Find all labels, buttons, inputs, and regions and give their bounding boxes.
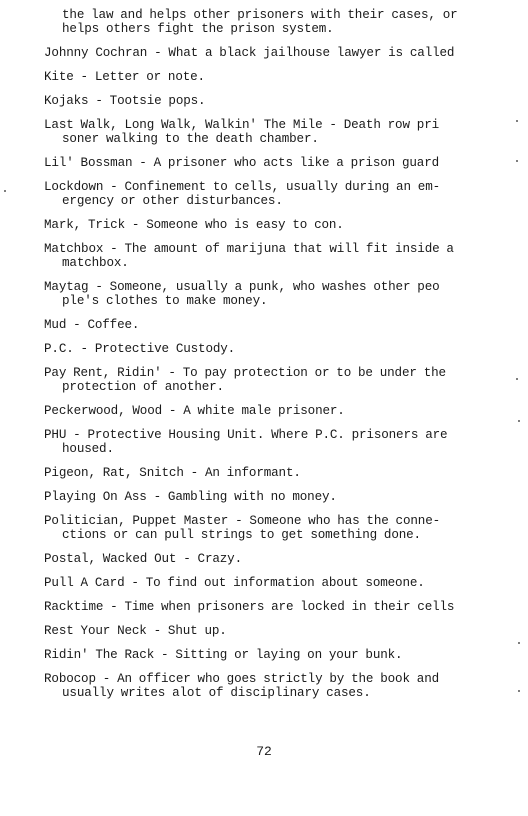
glossary-entry: Maytag - Someone, usually a punk, who washes other peo ple's clothes to make money. [44,280,440,308]
glossary-entry: Johnny Cochran - What a black jailhouse lawyer is called [44,46,455,60]
glossary-entry: Rest Your Neck - Shut up. [44,624,227,638]
glossary-entry: Pay Rent, Ridin' - To pay protection or to be under the protection of another. [44,366,446,394]
glossary-list [44,8,476,710]
glossary-entry: the law and helps other prisoners with their cases, or helps others fight the prison system. [62,8,458,36]
glossary-entry: Racktime - Time when prisoners are locked in their cells [44,600,455,614]
glossary-entry: Robocop - An officer who goes strictly by the book and usually writes alot of disciplinary cases. [44,672,440,700]
scan-speck [518,420,520,422]
scan-speck [516,378,518,380]
glossary-entry: Lockdown - Confinement to cells, usually during an em- ergency or other disturbances. [44,180,441,208]
glossary-entry: Postal, Wacked Out - Crazy. [44,552,243,566]
glossary-entry: PHU - Protective Housing Unit. Where P.C. prisoners are housed. [44,428,448,456]
glossary-entry: Mud - Coffee. [44,318,140,332]
glossary-entry: Playing On Ass - Gambling with no money. [44,490,337,504]
glossary-entry: Lil' Bossman - A prisoner who acts like a prison guard [44,156,440,170]
glossary-entry: P.C. - Protective Custody. [44,342,236,356]
glossary-entry: Kojaks - Tootsie pops. [44,94,206,108]
glossary-entry: Pull A Card - To find out information about someone. [44,576,425,590]
glossary-entry: Peckerwood, Wood - A white male prisoner. [44,404,345,418]
glossary-entry: Kite - Letter or note. [44,70,205,84]
page-number: 72 [256,744,272,759]
scan-speck [516,120,518,122]
scan-speck [518,642,520,644]
glossary-entry: Mark, Trick - Someone who is easy to con. [44,218,344,232]
glossary-entry: Last Walk, Long Walk, Walkin' The Mile - Death row pri soner walking to the death chamber. [44,118,440,146]
glossary-entry: Pigeon, Rat, Snitch - An informant. [44,466,301,480]
glossary-entry: Politician, Puppet Master - Someone who has the conne- ctions or can pull strings to get something done. [44,514,441,542]
scan-speck [516,160,518,162]
scan-speck [4,190,6,192]
scan-speck [518,690,520,692]
glossary-entry: Ridin' The Rack - Sitting or laying on your bunk. [44,648,403,662]
glossary-entry: Matchbox - The amount of marijuna that will fit inside a matchbox. [44,242,454,270]
